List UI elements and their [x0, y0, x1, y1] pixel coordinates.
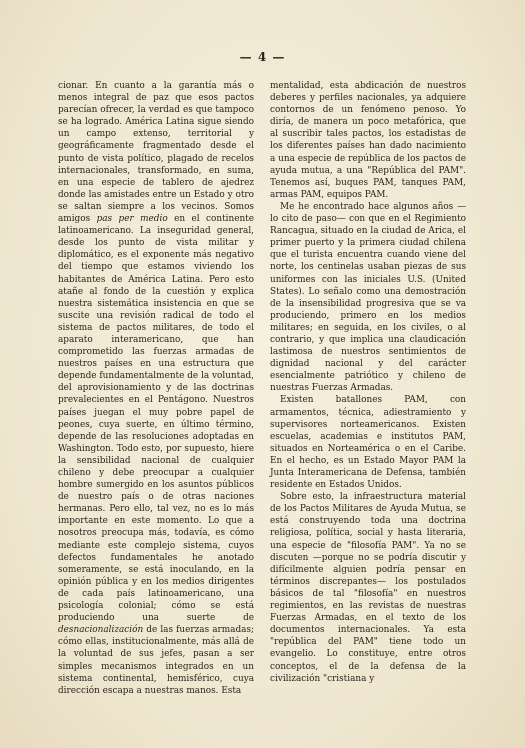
left-column — [58, 80, 254, 697]
italic-phrase: pas per medio — [96, 214, 168, 225]
paragraph: Sobre esto, la infraestructura material de los Pactos Militares de Ayuda Mutua, se está construyendo toda una doctrina religiosa, política, social y hasta literaria, una especie de "filosofía PAM". Ya no se discuten —porque no se podría discutir y difícilmente alguien podría pensar en términos discrepantes— los postulados básicos de tal "filosofía" en nuestros regimientos, en las revistas de nuestras Fuerzas Armadas, en el texto de los documentos internacionales. Ya esta "república del PAM" tiene todo un evangelio. Lo constituye, entre otros conceptos, el de la defensa de la civilización "cristiana y — [270, 492, 466, 684]
page-number: — 4 — — [239, 50, 286, 64]
paragraph: Me he encontrado hace algunos años —lo cito de paso— con que en el Regimiento Rancagua, situado en la ciudad de Arica, el primer puerto y la primera ciudad chilena que el turista encuentra cuando viene del norte, los centinelas usaban piezas de sus uniformes con las iniciales U.S. (United States). Lo señalo como una demostración de la insensibilidad progresiva que se va produciendo, primero en los medios militares; en seguida, en los civiles, o al contrario, y que implica una claudicación lastimosa de nuestros sentimientos de dignidad nacional y del carácter esencialmente patriótico y chileno de nuestras Fuerzas Armadas. — [270, 201, 466, 394]
paragraph-text: de las fuerzas armadas; cómo ellas, institucionalmente, más allá de la voluntad de sus jefes, pasan a ser simples mecanismos integrados en un sistema continental, hemisférico, cuya dirección escapa a nuestras manos. Esta — [58, 625, 254, 696]
paragraph — [58, 80, 254, 697]
italic-phrase: desnacionalización — [58, 625, 144, 636]
paragraph-text: cionar. En cuanto a la garantía más o menos integral de paz que esos pactos parecían ofrecer, la verdad es que tampoco se ha logrado. América Latina sigue siendo un campo extenso, territorial y geográficamente fragmentado desde el punto de vista político, plagado de recelos internacionales, transformado, en suma, en una especie de tablero de ajedrez donde las amistades entre un Estado y otro se saltan siempre a los vecinos. Somos amigos — [58, 81, 254, 225]
paragraph: mentalidad, esta abdicación de nuestros deberes y perfiles nacionales, ya adquiere contornos de un fenómeno penoso. Yo diría, de manera un poco metafórica, que al suscribir tales pactos, los estadistas de los diferentes países han dado nacimiento a una especie de república de los pactos de ayuda mutua, a una "República del PAM". Tenemos así, buques PAM, tanques PAM, armas PAM, equipos PAM. — [270, 81, 466, 200]
paragraph-text: en el continente latinoamericano. La inseguridad general, desde los punto de vista militar y diplomático, es el exponente más negativo del tiempo que estamos viviendo los habitantes de América Latina. Pero esto atañe al fondo de la cuestión y explica nuestra sistemática insistencia en que se suscite una revisión radical de todo el sistema de pactos militares, de todo el aparato interamericano, que han comprometido las fuerzas armadas de nuestros países en una estructura que depende fundamentalmente de la voluntad, del aprovisionamiento y de las doctrinas prevalecientes en el Pentágono. Nuestros países juegan el muy pobre papel de peones, cuya suerte, en último término, depende de las resoluciones adoptadas en Washington. Todo esto, por supuesto, hiere la sensibilidad nacional de cualquier chileno y debe preocupar a cualquier hombre sumergido en los asuntos públicos de nuestro país o de otras naciones hermanas. Pero ello, tal vez, no es lo más importante en este momento. Lo que a nosotros preocupa más, todavía, es cómo mediante este complejo sistema, cuyos defectos fundamentales he anotado someramente, se está inoculando, en la opinión pública y en los medios dirigentes de cada país latinoamericano, una psicología colonial; cómo se está produciendo una suerte de — [58, 214, 254, 624]
right-column — [270, 80, 466, 685]
paragraph: Existen batallones PAM, con armamentos, técnica, adiestramiento y supervisores norteamericanos. Existen escuelas, academias e institutos PAM, situados en Norteamérica o en el Caribe. En el hecho, es un Estado Mayor PAM la Junta Interamericana de Defensa, también residente en Estados Unidos. — [270, 395, 466, 491]
